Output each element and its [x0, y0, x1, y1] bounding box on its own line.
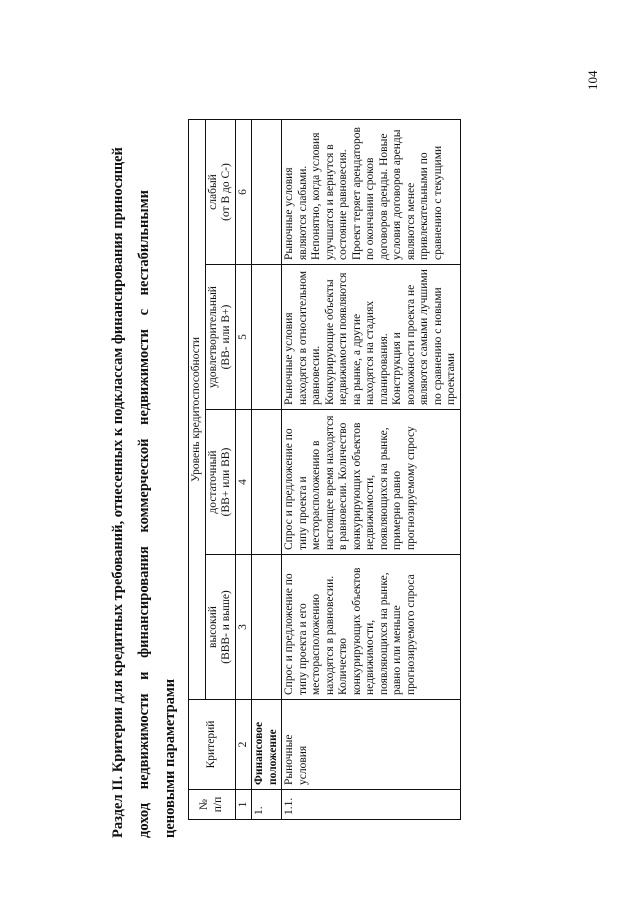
- empty-cell: [252, 555, 282, 700]
- level-range: (BBB- и выше): [220, 590, 232, 664]
- level-name: высокий: [206, 606, 219, 648]
- col-number: 3: [235, 555, 252, 700]
- header-level-satisfactory: [205, 265, 235, 410]
- section-label: Финансовое положение: [252, 700, 282, 790]
- heading-line-2: доход недвижимости и финансирования коммерческой недвижимости с нестабильными: [136, 190, 152, 838]
- header-level-sufficient: [205, 410, 235, 555]
- heading-line-1: Раздел II. Критерии для кредитных требований, отнесенных к подклассам финансирования приносящей: [110, 147, 126, 838]
- header-level-weak: [205, 120, 235, 265]
- column-numbers-row: [235, 120, 252, 820]
- table-row: [282, 120, 461, 820]
- header-level-group: Уровень кредитоспособности: [189, 120, 206, 700]
- section-row: [252, 120, 282, 820]
- row-criterion: Рыночные условия: [282, 700, 461, 790]
- header-level-high: [205, 555, 235, 700]
- page-number: 104: [585, 70, 600, 90]
- table-header-row-1: [189, 120, 206, 820]
- level-name: удовлетворительный: [206, 286, 219, 388]
- level-name: слабый: [206, 174, 219, 210]
- row-num: 1.1.: [282, 790, 461, 820]
- empty-cell: [252, 120, 282, 265]
- empty-cell: [252, 410, 282, 555]
- col-number: 2: [235, 700, 252, 790]
- col-number: 6: [235, 120, 252, 265]
- level-name: достаточный: [206, 450, 219, 514]
- heading-line-3: ценовыми параметрами: [162, 678, 178, 838]
- header-criterion: Критерий: [189, 700, 236, 790]
- col-number: 4: [235, 410, 252, 555]
- cell-satisfactory: Рыночные условия находятся в относительном равновесии. Конкурирующие объекты недвижимости появляются на рынке, а другие находятся на стадиях планирования. Конструкция и возможности проекта не являются самыми лучшими по сравнению с новыми проектами: [282, 265, 461, 410]
- cell-high: Спрос и предложение по типу проекта и его месторасположению находятся в равновесии. Количество конкурирующих объектов недвижимости, появляющихся на рынке, равно или меньше прогнозируемого спроса: [282, 555, 461, 700]
- col-number: 5: [235, 265, 252, 410]
- empty-cell: [252, 265, 282, 410]
- cell-weak: Рыночные условия являются слабыми. Непонятно, когда условия улучшатся и вернутся в состояние равновесия. Проект теряет арендаторов по окончании сроков договоров аренды. Новые условия договоров аренды являются менее привлекательными по сравнению с текущими: [282, 120, 461, 265]
- rotated-page-content: [40, 20, 600, 880]
- criteria-table: [188, 119, 461, 820]
- level-range: (BB- или B+): [220, 304, 232, 370]
- section-heading: [105, 78, 183, 838]
- col-number: 1: [235, 790, 252, 820]
- section-num: 1.: [252, 790, 282, 820]
- level-range: (от B до C-): [220, 163, 232, 221]
- cell-sufficient: Спрос и предложение по типу проекта и месторасположению в настоящее время находятся в равновесии. Количество конкурирующих объектов недвижимости, появляющихся на рынке, примерно равно прогнозируемому спросу: [282, 410, 461, 555]
- header-num: № п/п: [189, 790, 236, 820]
- level-range: (BB+ или BB): [220, 447, 232, 517]
